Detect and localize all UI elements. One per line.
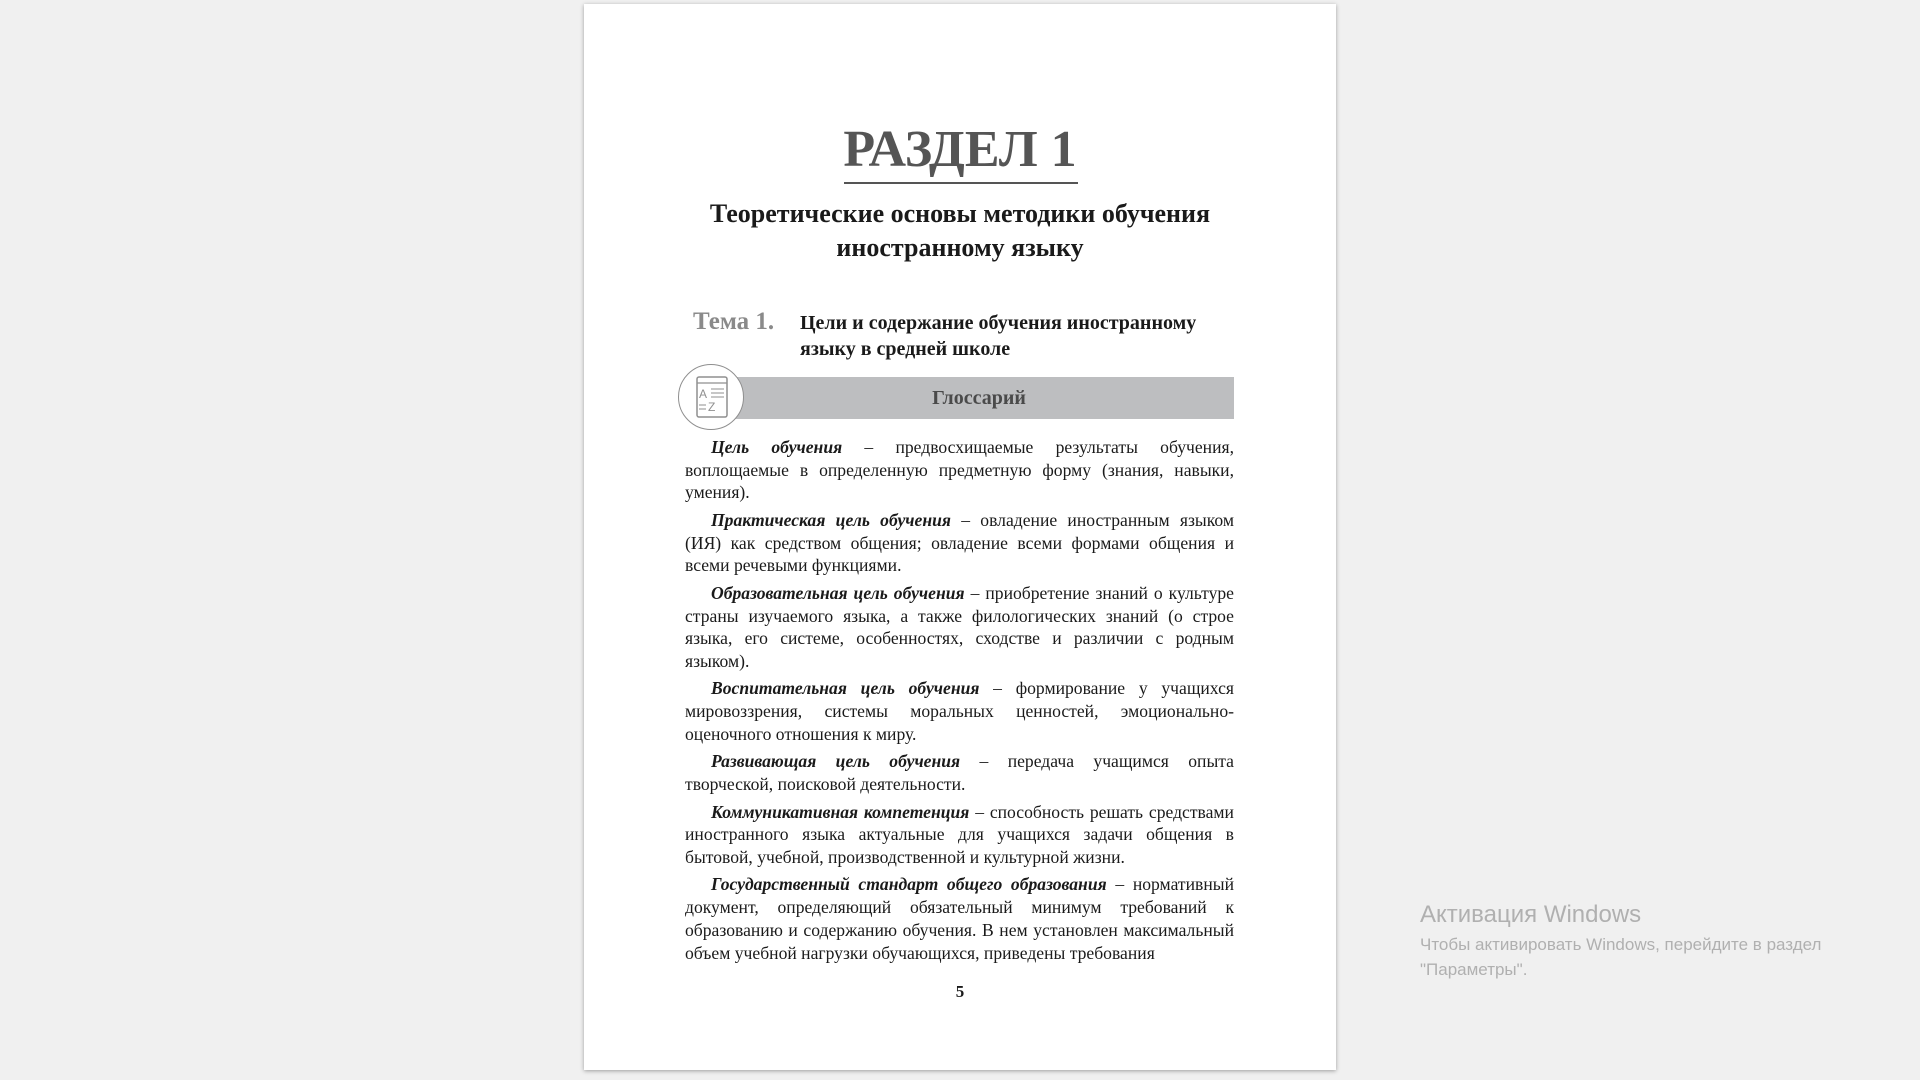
- section-subtitle-line1: Теоретические основы методики обучения: [709, 199, 1211, 228]
- glossary-body: [685, 436, 1234, 969]
- glossary-definition: – предвосхищаемые результаты обучения, воплощаемые в определенную предметную форму (знания, навыки, умения).: [685, 437, 1234, 503]
- windows-activation-watermark: [1420, 898, 1860, 982]
- glossary-entry: [685, 801, 1234, 869]
- glossary-label: Глоссарий: [932, 387, 1026, 409]
- watermark-title: Активация Windows: [1420, 901, 1642, 928]
- glossary-definition: – овладение иностранным языком (ИЯ) как средством общения; овладение всеми формами общения и всеми речевыми функциями.: [685, 509, 1234, 576]
- glossary-definition: – нормативный документ, определяющий обязательный минимум требований к образованию и содержанию обучения. В нем установлен максимальный объем учебной нагрузки обучающихся, приведены требования: [685, 874, 1234, 963]
- svg-text:Z: Z: [708, 400, 716, 414]
- glossary-entry: [685, 750, 1234, 795]
- topic-title-line1: Цели и содержание обучения иностранному: [800, 312, 1197, 334]
- section-title-underline: [844, 182, 1078, 184]
- topic-title: [800, 310, 1220, 362]
- glossary-definition: – передача учащимся опыта творческой, поисковой деятельности.: [685, 751, 1234, 795]
- section-subtitle-line2: иностранному языку: [836, 233, 1084, 262]
- topic-title-line2: языку в средней школе: [800, 338, 1011, 360]
- topic-number: Тема 1.: [693, 308, 775, 335]
- section-subtitle: [644, 197, 1276, 265]
- a-z-dictionary-icon: [679, 365, 745, 431]
- section-title: РАЗДЕЛ 1: [843, 121, 1077, 178]
- glossary-term: Государственный стандарт общего образования: [711, 874, 1107, 895]
- watermark-text: Чтобы активировать Windows, перейдите в раздел "Параметры".: [1420, 935, 1822, 979]
- document-page: [584, 4, 1336, 1070]
- glossary-term: Цель обучения: [711, 437, 843, 457]
- glossary-definition: – формирование у учащихся мировоззрения, системы моральных ценностей, эмоционально-оценочного отношения к миру.: [685, 678, 1234, 744]
- glossary-entry: [685, 509, 1234, 577]
- glossary-entry: [685, 873, 1234, 964]
- glossary-entry: [685, 677, 1234, 745]
- glossary-term: Коммуникативная компетенция: [711, 801, 970, 822]
- page-number: 5: [955, 982, 965, 1001]
- glossary-definition: – способность решать средствами иностранного языка актуальные для учащихся задачи общения в бытовой, учебной, производственной и культурной жизни.: [685, 801, 1234, 867]
- glossary-term: Практическая цель обучения: [711, 509, 951, 530]
- glossary-definition: – приобретение знаний о культуре страны изучаемого языка, а также филологических знаний (о строе языка, его системе, особенностях, сходстве и различии с родным языком).: [685, 582, 1234, 671]
- glossary-entry: [685, 582, 1234, 673]
- svg-text:A: A: [699, 387, 708, 401]
- glossary-term: Воспитательная цель обучения: [711, 678, 980, 699]
- glossary-term: Образовательная цель обучения: [711, 582, 965, 603]
- glossary-entry: [685, 436, 1234, 504]
- glossary-badge: [678, 364, 744, 430]
- glossary-term: Развивающая цель обучения: [711, 751, 961, 772]
